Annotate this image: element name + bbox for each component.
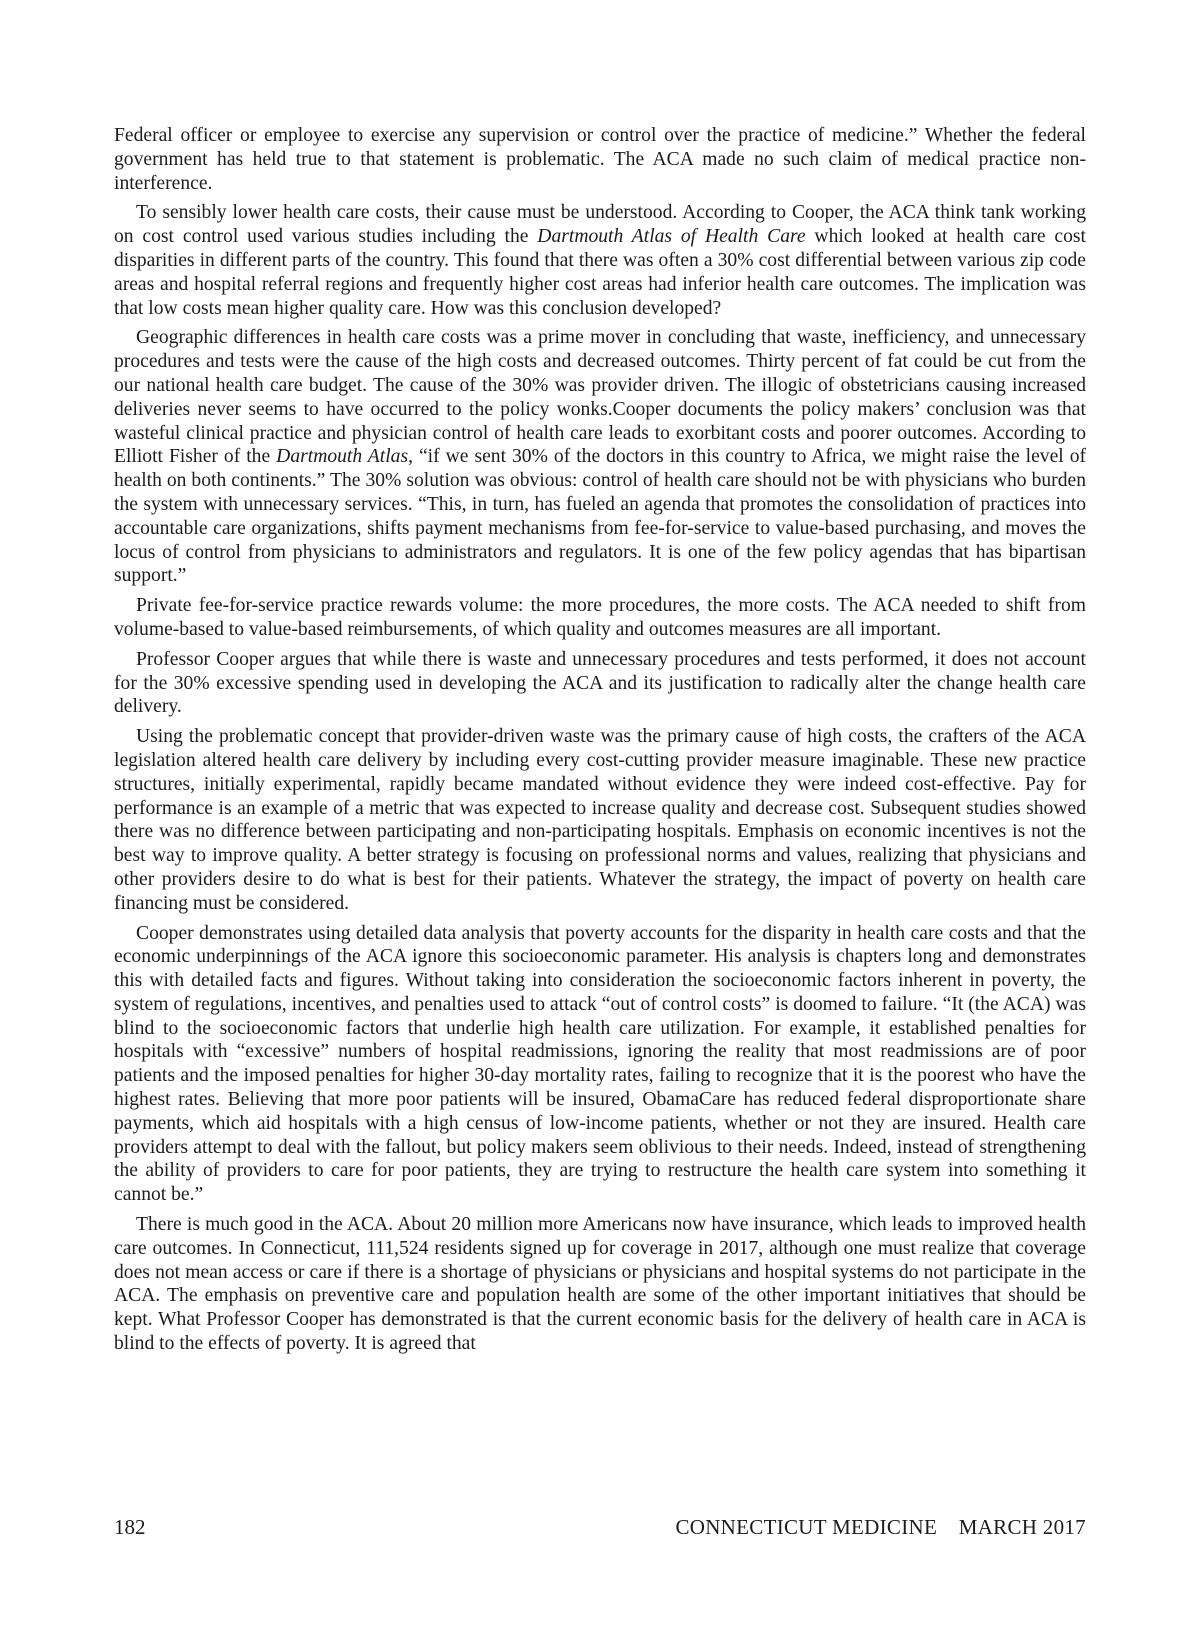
- text-run: which looked at health care cost disparities in different parts of the country. This found that there was often a 30% cost differential between various zip code areas and hospital referral regions and frequently higher cost areas had inferior health care outcomes. The implication was that low costs mean higher quality care. How was this conclusion developed?: [114, 226, 1086, 319]
- text-run: Private fee-for-service practice rewards volume: the more procedures, the more costs. The ACA needed to shift from volume-based to value-based reimbursements, of which quality and outcomes measures are all important.: [114, 595, 1086, 640]
- text-run: , “if we sent 30% of the doctors in this country to Africa, we might raise the level of health on both continents.” The 30% solution was obvious: control of health care should not be with physicians who burden the system with unnecessary services. “This, in turn, has fueled an agenda that promotes the consolidation of practices into accountable care organizations, shifts payment mechanisms from fee-for-service to value-based purchasing, and moves the locus of control from physicians to administrators and regulators. It is one of the few policy agendas that has bipartisan support.”: [114, 446, 1087, 587]
- text-run: To sensibly lower health care costs, their cause must be understood. According to Cooper, the ACA think tank working on cost control used various studies including the: [114, 202, 1086, 248]
- paragraph: [114, 201, 1086, 320]
- paragraph: [114, 326, 1086, 588]
- paragraph: [114, 124, 1086, 195]
- paragraph: [114, 1213, 1086, 1356]
- paragraph: [114, 594, 1086, 642]
- publication-title: Dartmouth Atlas: [276, 446, 409, 468]
- paragraph: [114, 725, 1086, 915]
- text-run: Federal officer or employee to exercise any supervision or control over the practice of medicine.” Whether the federal government has held true to that statement is problematic. The ACA made no such claim of medical practice non-interference.: [114, 125, 1086, 194]
- publication-title: Dartmouth Atlas of Health Care: [537, 226, 806, 248]
- page-number: 182: [114, 1515, 146, 1539]
- paragraph: [114, 922, 1086, 1208]
- text-run: Professor Cooper argues that while there is waste and unnecessary procedures and tests performed, it does not account for the 30% excessive spending used in developing the ACA and its justification to radically alter the change health care delivery.: [114, 648, 1086, 718]
- text-run: There is much good in the ACA. About 20 million more Americans now have insurance, which leads to improved health care outcomes. In Connecticut, 111,524 residents signed up for coverage in 2017, although one must realize that coverage does not mean access or care if there is a shortage of physicians or physicians and hospital systems do not participate in the ACA. The emphasis on preventive care and population health are some of the other important initiatives that should be kept. What Professor Cooper has demonstrated is that the current economic basis for the delivery of health care in ACA is blind to the effects of poverty. It is agreed that: [114, 1214, 1086, 1355]
- text-run: Geographic differences in health care costs was a prime mover in concluding that waste, inefficiency, and unnecessary procedures and tests were the cause of the high costs and decreased outcomes. Thirty percent of fat could be cut from the our national health care budget. The cause of the 30% was provider driven. The illogic of obstetricians causing increased deliveries never seems to have occurred to the policy wonks.Cooper documents the policy makers’ conclusion was that wasteful clinical practice and physician control of health care leads to exorbitant costs and poorer outcomes. According to Elliott Fisher of the: [114, 327, 1086, 468]
- article-body: [114, 124, 1086, 1524]
- paragraph: [114, 648, 1086, 719]
- page-footer: [114, 1512, 1086, 1542]
- running-title: CONNECTICUT MEDICINE MARCH 2017: [675, 1515, 1086, 1539]
- text-run: Using the problematic concept that provider-driven waste was the primary cause of high costs, the crafters of the ACA legislation altered health care delivery by including every cost-cutting provider measure imaginable. These new practice structures, initially experimental, rapidly became mandated without evidence they were indeed cost-effective. Pay for performance is an example of a metric that was expected to increase quality and decrease cost. Subsequent studies showed there was no difference between participating and non-participating hospitals. Emphasis on economic incentives is not the best way to improve quality. A better strategy is focusing on professional norms and values, realizing that physicians and other providers desire to do what is best for their patients. Whatever the strategy, the impact of poverty on health care financing must be considered.: [114, 726, 1086, 914]
- text-run: Cooper demonstrates using detailed data analysis that poverty accounts for the disparity in health care costs and that the economic underpinnings of the ACA ignore this socioeconomic parameter. His analysis is chapters long and demonstrates this with detailed facts and figures. Without taking into consideration the socioeconomic factors inherent in poverty, the system of regulations, incentives, and penalties used to attack “out of control costs” is doomed to failure. “It (the ACA) was blind to the socioeconomic factors that underlie high health care utilization. For example, it established penalties for hospitals with “excessive” numbers of hospital readmissions, ignoring the reality that most readmissions are of poor patients and the imposed penalties for higher 30-day mortality rates, failing to recognize that it is the poorest who have the highest rates. Believing that more poor patients will be insured, ObamaCare has reduced federal disproportionate share payments, which aid hospitals with a high census of low-income patients, whether or not they are insured. Health care providers attempt to deal with the fallout, but policy makers seem oblivious to their needs. Indeed, instead of strengthening the ability of providers to care for poor patients, they are trying to restructure the health care system into something it cannot be.”: [114, 922, 1086, 1206]
